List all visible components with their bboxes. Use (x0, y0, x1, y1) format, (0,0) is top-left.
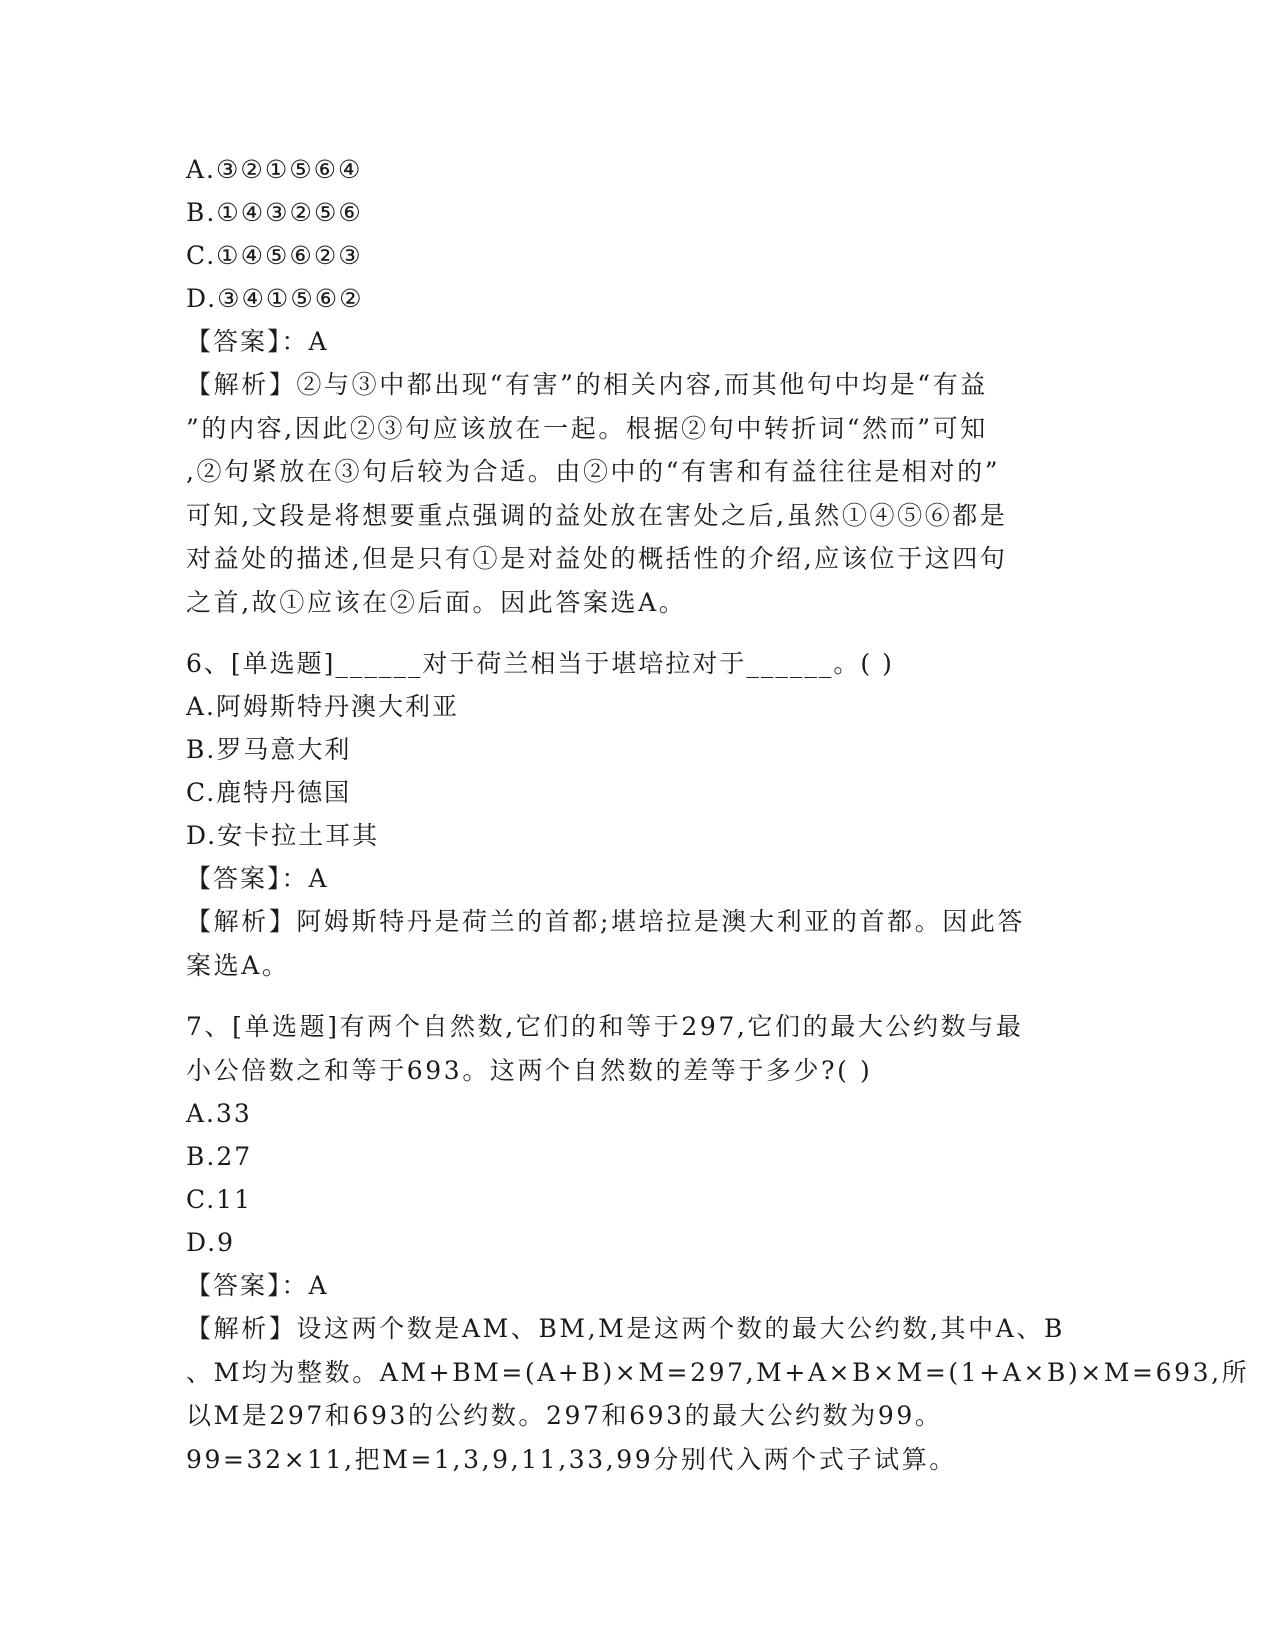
option-b: B.罗马意大利 (186, 735, 352, 764)
question-6-options (186, 685, 1086, 857)
analysis-line: 【解析】阿姆斯特丹是荷兰的首都;堪培拉是澳大利亚的首都。因此答 (186, 907, 1026, 936)
option-c: C.11 (186, 1185, 252, 1214)
question-7-analysis (186, 1307, 1250, 1481)
option-a: A.③②①⑤⑥④ (186, 155, 363, 184)
question-6-answer: 【答案】：A (186, 864, 329, 893)
question-line: 小公倍数之和等于693。这两个自然数的差等于多少?( ) (186, 1055, 873, 1085)
document-page (186, 148, 1250, 1481)
question-6-analysis (186, 900, 1086, 987)
analysis-line: 案选A。 (186, 950, 290, 980)
question-5-options (186, 148, 1086, 320)
question-7-answer: 【答案】：A (186, 1271, 329, 1300)
question-5-answer: 【答案】：A (186, 327, 329, 356)
analysis-line: 、M均为整数。AM+BM=(A+B)×M=297,M+A×B×M=(1+A×B)×M=693,所 (186, 1357, 1250, 1387)
analysis-line: 可知,文段是将想要重点强调的益处放在害处之后,虽然①④⑤⑥都是 (186, 500, 1008, 530)
option-c: C.①④⑤⑥②③ (186, 241, 363, 270)
spacer (186, 987, 1086, 1005)
option-b: B.27 (186, 1142, 253, 1171)
option-d: D.③④①⑤⑥② (186, 284, 364, 313)
analysis-line: 【解析】②与③中都出现“有害”的相关内容,而其他句中均是“有益 (186, 370, 988, 399)
option-d: D.9 (186, 1228, 236, 1257)
question-7-options (186, 1092, 1086, 1264)
analysis-line: 以M是297和693的公约数。297和693的最大公约数为99。 (186, 1401, 943, 1430)
analysis-line: 【解析】设这两个数是AM、BM,M是这两个数的最大公约数,其中A、B (186, 1314, 1065, 1343)
option-c: C.鹿特丹德国 (186, 778, 352, 807)
analysis-line: 之首,故①应该在②后面。因此答案选A。 (186, 587, 687, 617)
question-5-analysis (186, 363, 1086, 624)
analysis-line: ,②句紧放在③句后较为合适。由②中的“有害和有益往往是相对的” (186, 457, 1001, 486)
spacer (186, 624, 1086, 642)
analysis-line: 对益处的描述,但是只有①是对益处的概括性的介绍,应该位于这四句 (186, 544, 1008, 573)
option-a: A.33 (186, 1099, 252, 1128)
option-a: A.阿姆斯特丹澳大利亚 (186, 692, 460, 721)
analysis-line: 99=32×11,把M=1,3,9,11,33,99分别代入两个式子试算。 (186, 1444, 957, 1474)
analysis-line: ”的内容,因此②③句应该放在一起。根据②句中转折词“然而”可知 (186, 413, 988, 443)
option-b: B.①④③②⑤⑥ (186, 198, 363, 227)
option-d: D.安卡拉土耳其 (186, 821, 380, 850)
question-6-stem: 6、[单选题]______对于荷兰相当于堪培拉对于______。( ) (186, 649, 894, 678)
question-line: 7、[单选题]有两个自然数,它们的和等于297,它们的最大公约数与最 (186, 1012, 1024, 1041)
question-7-stem (186, 1005, 1086, 1092)
